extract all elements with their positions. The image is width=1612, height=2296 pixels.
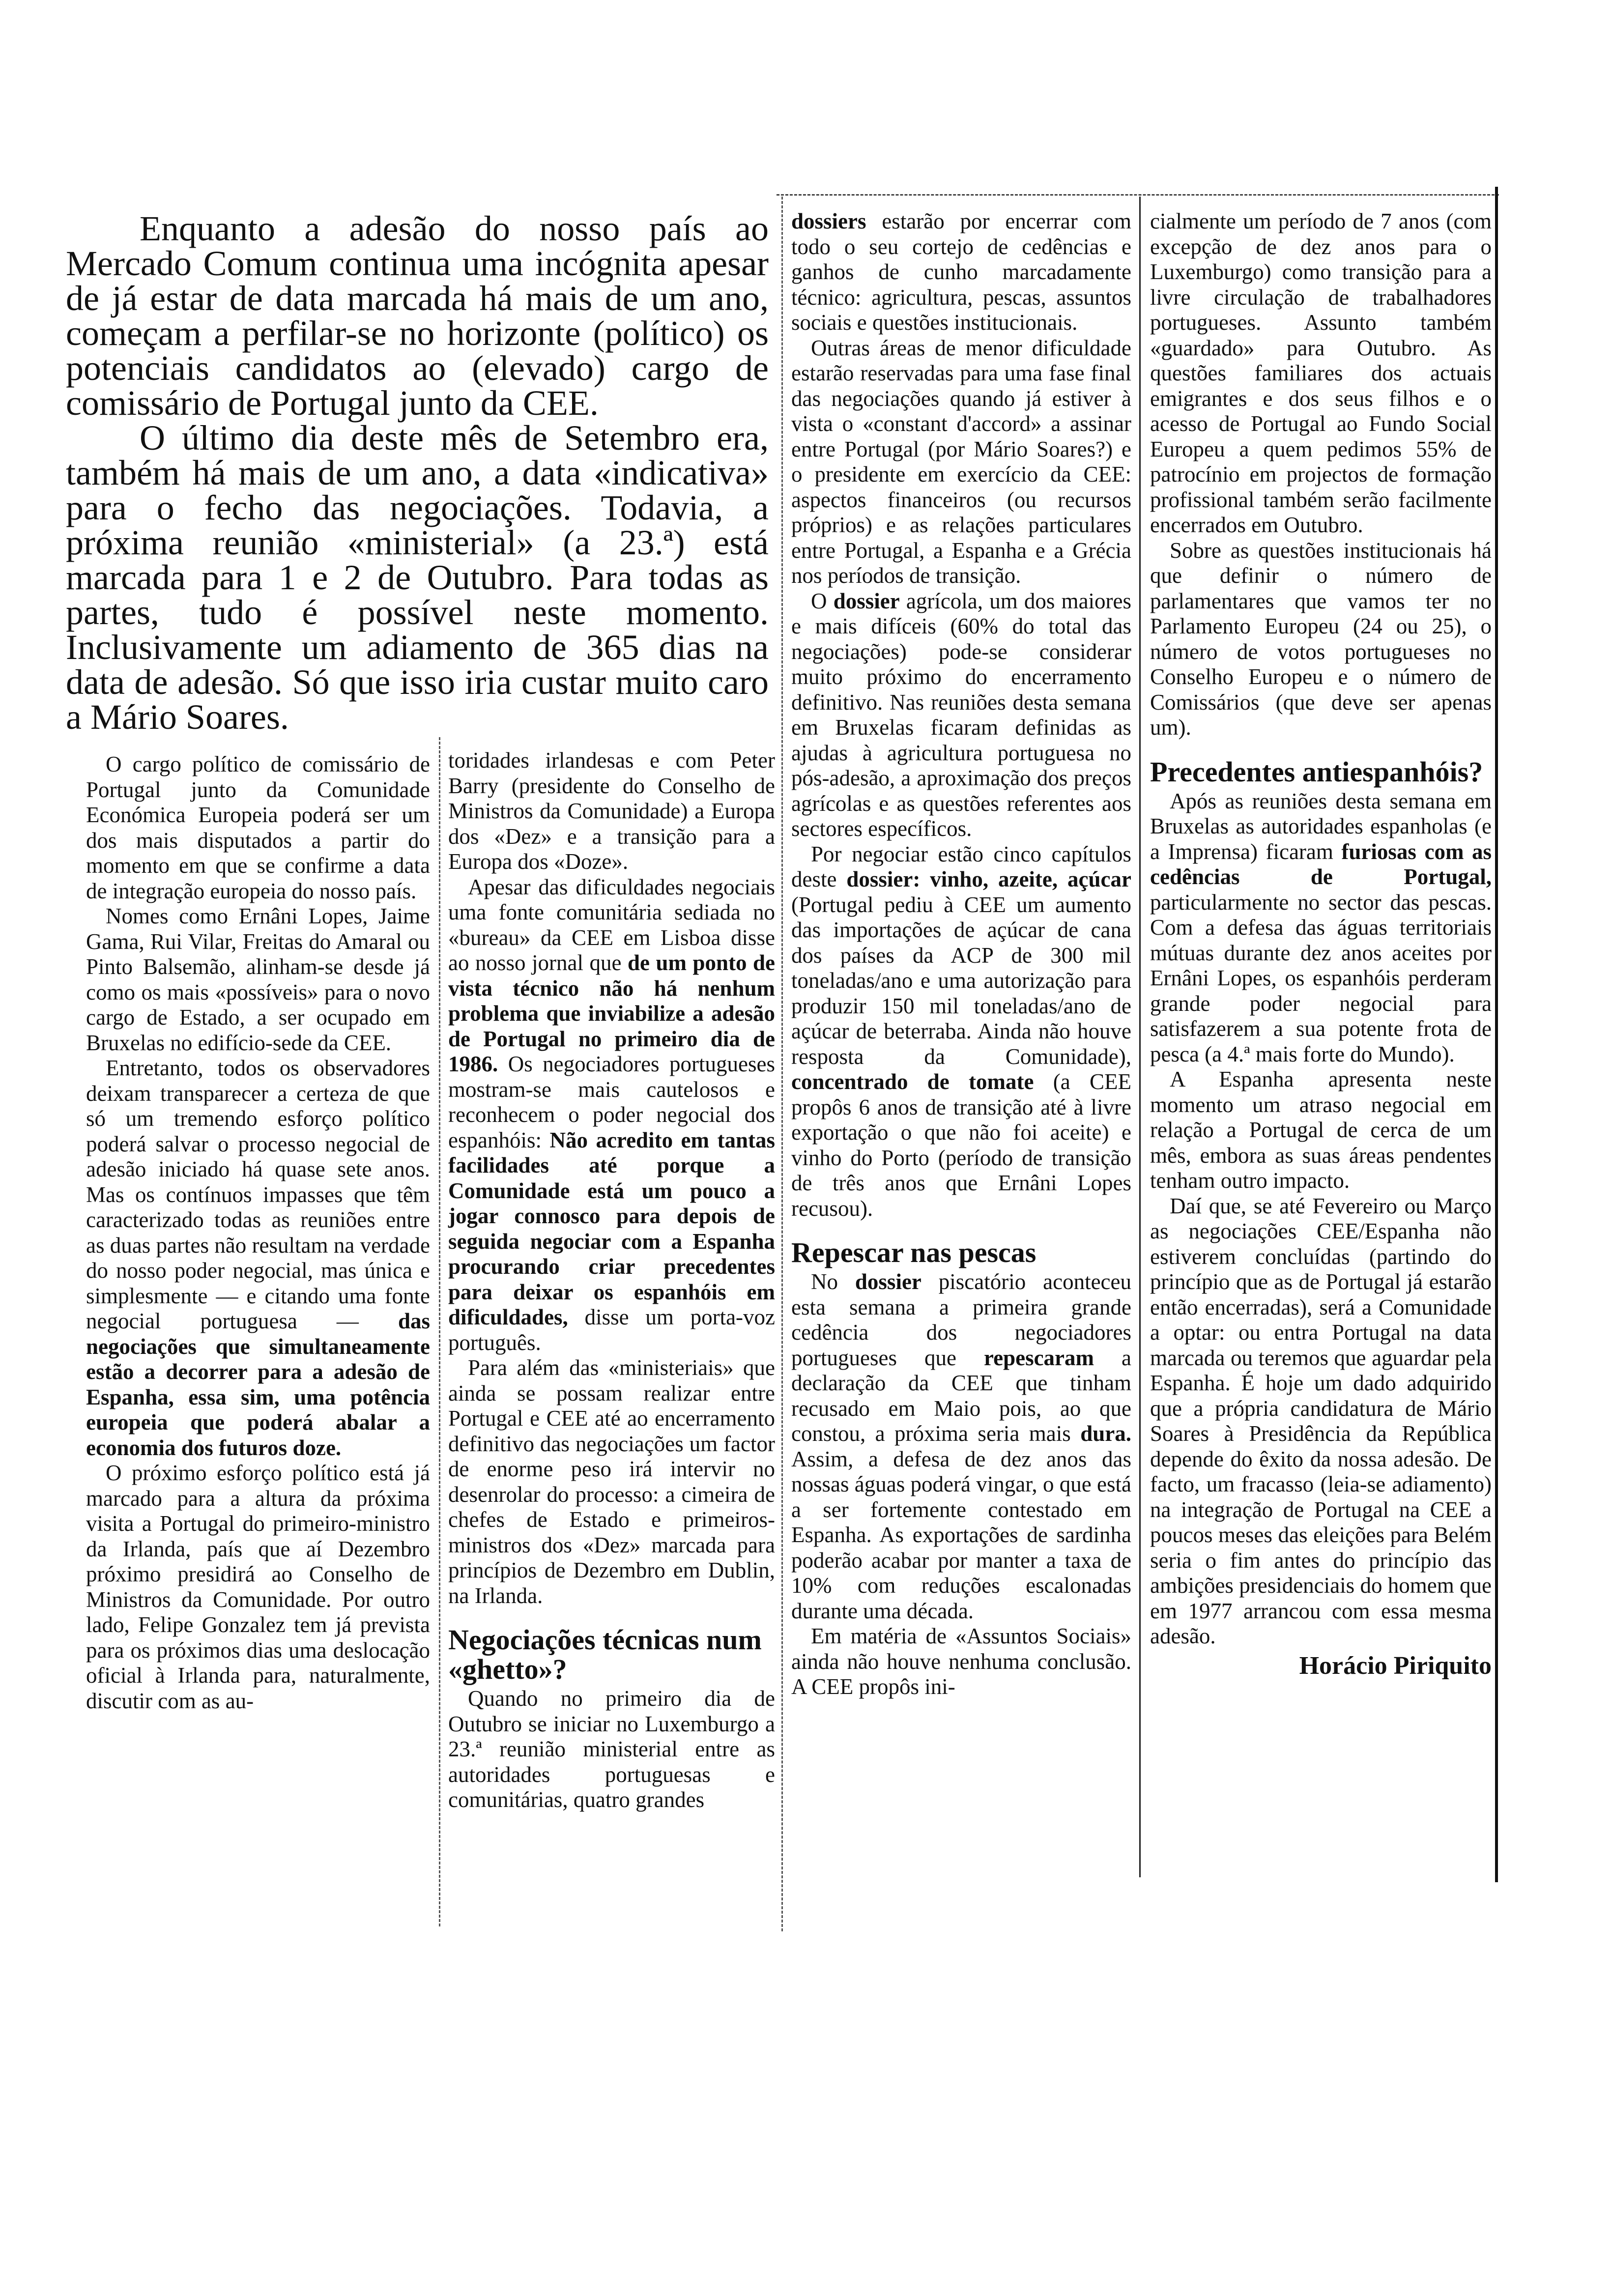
text: Horácio Piriquito — [1299, 1651, 1492, 1680]
text: Assim, a defesa de dez anos das nossas águas poderá vingar, o que está a ser fortemente contestado em Espanha. As exportações de sardinha poderão acabar por manter a taxa de 10% com reduções escalonadas durante uma década. — [791, 1446, 1131, 1623]
body-paragraph — [791, 589, 1131, 842]
body-paragraph — [448, 875, 775, 1356]
bold-text: dossier — [833, 588, 900, 613]
text: Outras áreas de menor dificuldade estarão reservadas para uma fase final das negociações quando já estiver à vista o «constant d'accord» a assinar entre Portugal (por Mário Soares?) e o presidente em exercício da CEE: aspectos financeiros (ou recursos próprios) e as relações particulares entre Portugal, a Espanha e a Grécia nos períodos de transição. — [791, 335, 1131, 588]
text: O cargo político de comissário de Portugal junto da Comunidade Económica Europeia poderá ser um dos mais disputados a partir do momento em que se confirme a data de integração europeia do nosso país. — [86, 752, 430, 903]
text: Negociações técnicas num «ghetto»? — [448, 1624, 762, 1685]
bold-text: dura. — [1080, 1421, 1131, 1446]
text: cialmente um período de 7 anos (com excepção de dez anos para o Luxemburgo) como transição para a livre circulação de trabalhadores portugueses. Assunto também «guardado» para Outubro. As questões familiares dos actuais emigrantes e dos seus filhos e o acesso de Portugal ao Fundo Social Europeu a quem pedimos 55% de patrocínio em projectos de formação profissional também serão facilmente encerrados em Outubro. — [1150, 209, 1492, 537]
text: piscatório aconteceu esta semana a primeira grande cedência dos negociadores portugueses que — [791, 1269, 1131, 1370]
text: particularmente no sector das pescas. Com a defesa das águas territoriais mútuas durante dez anos aceites por Ernâni Lopes, os espanhóis perderam grande poder negocial para satisfazerem a sua potente frota de pesca (a 4.ª mais forte do Mundo). — [1150, 890, 1492, 1066]
bold-text: repescaram — [983, 1345, 1094, 1370]
text: Os negociadores portugueses mostram-se mais cautelosos e reconhecem o poder negocial dos espanhóis: — [448, 1052, 775, 1152]
body-paragraph — [791, 209, 1131, 336]
column-divider — [781, 197, 783, 1931]
text: Repescar nas pescas — [791, 1236, 1036, 1268]
text: disse um porta-voz português. — [448, 1305, 775, 1355]
text: Nomes como Ernâni Lopes, Jaime Gama, Rui Vilar, Freitas do Amaral ou Pinto Balsemão, alinham-se desde já como os mais «possíveis» para o novo cargo de Estado, a ser ocupado em Bruxelas no edifício-sede da CEE. — [86, 904, 430, 1055]
top-rule — [777, 194, 1499, 196]
bold-text: concentrado de tomate — [791, 1069, 1034, 1094]
text: (a CEE propôs 6 anos de transição até à livre exportação o que não foi aceite) e vinho do Porto (período de transição de três anos que Ernâni Lopes recusou). — [791, 1069, 1131, 1221]
text: Em matéria de «Assuntos Sociais» ainda não houve nenhuma conclusão. A CEE propôs ini- — [791, 1624, 1131, 1699]
text: Entretanto, todos os observadores deixam transparecer a certeza de que só um tremendo esforço político poderá salvar o processo negocial de adesão iniciado há quase sete anos. Mas os contínuos impasses que têm caracterizado todas as reuniões entre as duas partes não resultam na verdade do nosso poder negocial, mas única e simplesmente — e citando uma fonte negocial portuguesa — — [86, 1056, 430, 1333]
text: toridades irlandesas e com Peter Barry (presidente do Conselho de Ministros da Comunidade) a Europa dos «Dez» e a transição para a Europa dos «Doze». — [448, 748, 775, 874]
article-column-4 — [1150, 209, 1492, 1678]
article-column-1 — [86, 752, 430, 1714]
bold-text: dossiers — [791, 209, 866, 233]
text: Para além das «ministeriais» que ainda se possam realizar entre Portugal e CEE até ao encerramento definitivo das negociações um factor de enorme peso irá intervir no desenrolar do processo: a cimeira de chefes de Estado e primeiros-ministros dos «Dez» marcada para princípios de Dezembro em Dublin, na Irlanda. — [448, 1355, 775, 1608]
text: O — [811, 588, 834, 613]
body-paragraph — [448, 1355, 775, 1608]
bold-text: das negociações que simultaneamente estão a decorrer para a adesão de Espanha, essa sim, uma potência europeia que poderá abalar a economia dos futuros doze. — [86, 1309, 430, 1460]
text: a declaração da CEE que tinham recusado em Maio pois, ao que constou, a próxima seria mais — [791, 1345, 1131, 1446]
text: O próximo esforço político está já marcado para a altura da próxima visita a Portugal do primeiro-ministro da Irlanda, país que aí Dezembro próximo presidirá ao Conselho de Ministros da Comunidade. Por outro lado, Felipe Gonzalez tem já prevista para os próximos dias uma deslocação oficial à Irlanda para, naturalmente, discutir com as au- — [86, 1461, 430, 1713]
text: Apesar das dificuldades negociais uma fonte comunitária sediada no «bureau» da CEE em Lisboa disse ao nosso jornal que — [448, 874, 775, 975]
body-paragraph — [791, 1624, 1131, 1700]
text: Daí que, se até Fevereiro ou Março as negociações CEE/Espanha não estiverem concluídas (partindo do princípio que as de Portugal já estarão então encerradas), será a Comunidade a optar: ou entra Portugal na data marcada ou teremos que aguardar pela Espanha. É hoje um dado adquirido que a própria candidatura de Mário Soares à Presidência da República depende do êxito da nossa adesão. De facto, um fracasso (leia-se adiamento) na integração de Portugal na CEE a poucos meses das eleições para Belém seria o fim antes do princípio das ambições presidenciais do homem que em 1977 arrancou com essa mesma adesão. — [1150, 1193, 1492, 1648]
text: Por negociar estão cinco capítulos deste — [791, 841, 1131, 891]
body-paragraph — [791, 842, 1131, 1222]
section-heading — [1150, 757, 1492, 787]
bold-text: dossier: vinho, azeite, açúcar — [846, 867, 1131, 891]
article-column-2 — [448, 748, 775, 1813]
body-paragraph — [1150, 209, 1492, 538]
bold-text: de um ponto de vista técnico não há nenhum problema que inviabilize a adesão de Portugal no primeiro dia de 1986. — [448, 950, 775, 1076]
section-heading — [448, 1625, 775, 1684]
body-paragraph — [1150, 789, 1492, 1067]
text: No — [811, 1269, 855, 1294]
body-paragraph — [1150, 1194, 1492, 1649]
body-paragraph — [791, 336, 1131, 589]
article-lead — [66, 211, 769, 735]
lead-paragraph: Enquanto a adesão do nosso país ao Mercado Comum continua uma incógnita apesar de já estar de data marcada há mais de um ano, começam a perfilar-se no horizonte (político) os potenciais candidatos ao (elevado) cargo de comissário de Portugal junto da CEE. — [66, 209, 769, 423]
body-paragraph — [448, 1686, 775, 1813]
article-column-3 — [791, 209, 1131, 1700]
body-paragraph — [86, 1461, 430, 1714]
bold-text: furiosas com as cedências de Portugal, — [1150, 839, 1492, 889]
body-paragraph — [86, 752, 430, 904]
body-paragraph — [791, 1269, 1131, 1624]
text: Sobre as questões institucionais há que definir o número de parlamentares que vamos ter no Parlamento Europeu (24 ou 25), o número de votos portugueses no Conselho Europeu e o número de Comissários (que deve ser apenas um). — [1150, 538, 1492, 740]
text: Quando no primeiro dia de Outubro se iniciar no Luxemburgo a 23.ª reunião ministerial entre as autoridades portuguesas e comunitárias, quatro grandes — [448, 1686, 775, 1812]
section-heading — [791, 1238, 1131, 1267]
text: A Espanha apresenta neste momento um atraso negocial em relação a Portugal de cerca de um mês, embora as suas áreas pendentes tenham outro impacto. — [1150, 1067, 1492, 1193]
column-divider — [439, 737, 440, 1926]
body-paragraph — [1150, 1067, 1492, 1194]
text: Após as reuniões desta semana em Bruxelas as autoridades espanholas (e a Imprensa) ficaram — [1150, 788, 1492, 864]
author-byline — [1150, 1653, 1492, 1679]
bold-text: Não acredito em tantas facilidades até porque a Comunidade está um pouco a jogar connosco para depois de seguida negociar com a Espanha procurando criar precedentes para deixar os espanhóis em dificuldades, — [448, 1127, 775, 1329]
lead-paragraph: O último dia deste mês de Setembro era, também há mais de um ano, a data «indicativa» para o fecho das negociações. Todavia, a próxima reunião «ministerial» (a 23.ª) está marcada para 1 e 2 de Outubro. Para todas as partes, tudo é possível neste momento. Inclusivamente um adiamento de 365 dias na data de adesão. Só que isso iria custar muito caro a Mário Soares. — [66, 418, 769, 737]
body-paragraph — [448, 748, 775, 875]
bold-text: dossier — [855, 1269, 921, 1294]
right-border-rule — [1495, 187, 1498, 1882]
body-paragraph — [86, 1056, 430, 1461]
text: estarão por encerrar com todo o seu cortejo de cedências e ganhos de cunho marcadamente técnico: agricultura, pescas, assuntos sociais e questões institucionais. — [791, 209, 1131, 335]
column-divider — [1139, 197, 1141, 1877]
text: Precedentes antiespanhóis? — [1150, 755, 1483, 788]
text: (Portugal pediu à CEE um aumento das importações de açúcar de cana dos países da ACP de 300 mil toneladas/ano e uma autorização para produzir 150 mil toneladas/ano de açúcar de beterraba. Ainda não houve resposta da Comunidade), — [791, 892, 1131, 1069]
body-paragraph — [86, 904, 430, 1056]
body-paragraph — [1150, 538, 1492, 741]
text: agrícola, um dos maiores e mais difíceis (60% do total das negociações) pode-se considerar muito próximo do encerramento definitivo. Nas reuniões desta semana em Bruxelas ficaram definidas as ajudas à agricultura portuguesa no pós-adesão, a aproximação dos preços agrícolas e as questões referentes aos sectores específicos. — [791, 588, 1132, 841]
